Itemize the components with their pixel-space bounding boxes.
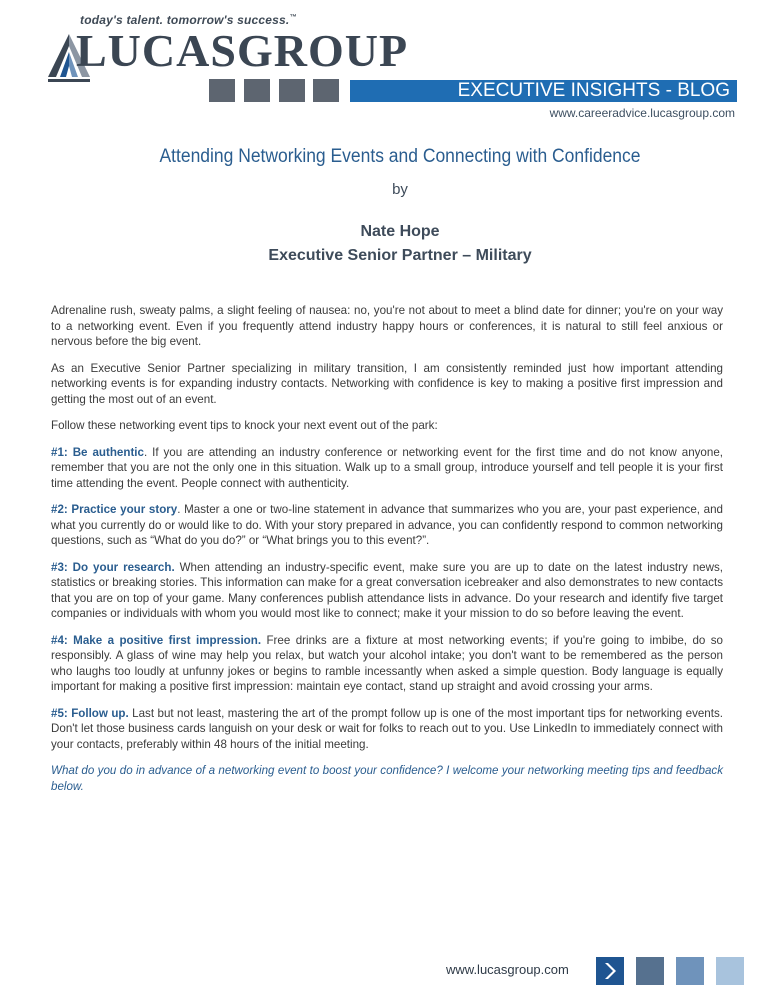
tip-text: Free drinks are a fixture at most networking events; if you're going to imbibe, do so responsibly. A glass of wine may help you relax, but watch your alcohol intake; you don't want to be remembered as the person who laughs too loudly at unfunny jokes or begins to ramble incessantly when asked a simple question. Body language is equally important for making a positive first impression: maintain eye contact, stand up straight and avoid crossing your arms.: [51, 633, 723, 693]
paragraph-intro-1: Adrenaline rush, sweaty palms, a slight feeling of nausea: no, you're not about to meet a blind date for dinner; you're on your way to a networking event. Even if you frequently attend industry happy hours or conferences, it is natural to still feel anxious or nervous before the big event.: [51, 304, 723, 348]
tip-heading: #3: Do your research.: [51, 560, 175, 574]
footer-box: [636, 957, 664, 985]
tip-heading: #1: Be authentic: [51, 445, 144, 459]
tip-heading: #5: Follow up.: [51, 706, 129, 720]
tip-text: . If you are attending an industry conference or networking event for the first time and do not know anyone, remember that you are not the only one in this situation. Walk up to a small group, introduce yourself and tell people it is your first time attending the event. People connect with authenticity.: [51, 445, 723, 490]
tip-3: [51, 560, 723, 622]
blog-banner: [350, 80, 737, 102]
footer-box: [676, 957, 704, 985]
footer-url[interactable]: www.lucasgroup.com: [446, 962, 569, 977]
paragraph-intro-3: Follow these networking event tips to knock your next event out of the park:: [51, 419, 438, 432]
tip-text: . Master a one or two-line statement in advance that summarizes who you are, your past experience, and what you currently do or would like to do. With your story prepared in advance, you can confidently respond to common networking questions, such as “What do you do?” or “What brings you to this event?”.: [51, 503, 723, 547]
tip-1: [51, 445, 723, 492]
article-title: Attending Networking Events and Connecting with Confidence: [159, 146, 641, 167]
banner-title: EXECUTIVE INSIGHTS - BLOG: [457, 80, 730, 101]
tip-text: Last but not least, mastering the art of the prompt follow up is one of the most important tips for networking events. Don't let those business cards languish on your desk or wait for folks to reach out to you. Use LinkedIn to immediately connect with your contacts, preferably within 48 hours of the initial meeting.: [51, 706, 723, 751]
tagline: today's talent. tomorrow's success.™: [80, 13, 297, 27]
tip-heading: #2: Practice your story: [51, 503, 178, 516]
article-body: [51, 303, 723, 805]
byline: by: [392, 181, 408, 198]
tip-text: When attending an industry-specific event, make sure you are up to date on the latest industry news, statistics or breaking stories. This information can make for a great conversation icebreaker and also demonstrates to new contacts that you are on top of your game. Many conferences publish attendance lists in advance. Do your research and identify five target companies or individuals with whom you would most like to connect; make it your mission to do so before leaving the event.: [51, 560, 723, 620]
chevron-right-icon: [596, 957, 624, 985]
author-role: Executive Senior Partner – Military: [268, 247, 532, 264]
author-name: Nate Hope: [360, 223, 440, 240]
tip-5: [51, 706, 723, 753]
footer-box: [716, 957, 744, 985]
tip-heading: #4: Make a positive first impression.: [51, 633, 262, 647]
brand-name: LUCASGROUP: [76, 25, 409, 76]
paragraph-intro-2: As an Executive Senior Partner specializing in military transition, I am consistently reminded just how important attending networking events is for expanding industry contacts. Networking with confidence is key to making a positive first impression and getting the most out of an event.: [51, 361, 723, 406]
tip-2: [51, 502, 723, 549]
tip-4: [51, 633, 723, 695]
closing-question: What do you do in advance of a networking event to boost your confidence? I welcome your networking meeting tips and feedback below.: [51, 764, 723, 793]
career-advice-url[interactable]: www.careeradvice.lucasgroup.com: [549, 106, 735, 120]
